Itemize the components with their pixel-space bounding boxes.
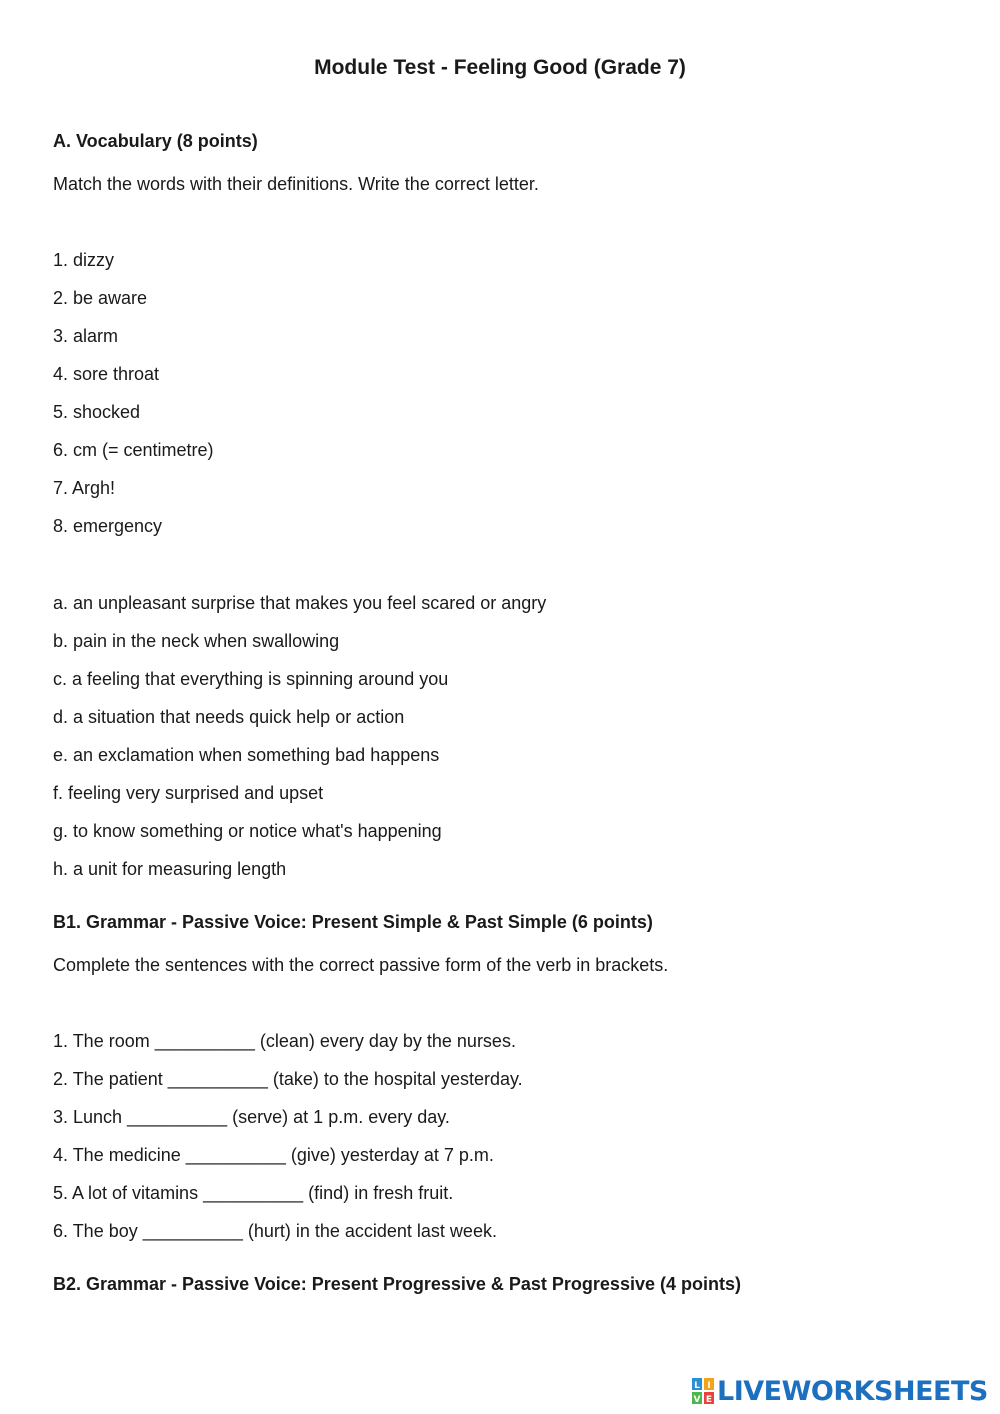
- sentence-item: 2. The patient __________ (take) to the hospital yesterday.: [53, 1069, 523, 1089]
- section-a-instruction: Match the words with their definitions. Write the correct letter.: [53, 174, 539, 194]
- definition-item: h. a unit for measuring length: [53, 859, 287, 879]
- word-item: 5. shocked: [53, 402, 141, 422]
- definition-item: b. pain in the neck when swallowing: [53, 631, 340, 651]
- definition-item: g. to know something or notice what's happening: [53, 821, 442, 841]
- sentence-item: 4. The medicine __________ (give) yesterday at 7 p.m.: [53, 1145, 494, 1165]
- definition-item: e. an exclamation when something bad happens: [53, 745, 440, 765]
- sentence-item: 5. A lot of vitamins __________ (find) in fresh fruit.: [53, 1183, 454, 1203]
- liveworksheets-logo: [692, 1374, 988, 1408]
- word-item: 6. cm (= centimetre): [53, 440, 214, 460]
- sentence-item: 6. The boy __________ (hurt) in the accident last week.: [53, 1221, 497, 1241]
- word-item: 1. dizzy: [53, 250, 115, 270]
- definition-item: d. a situation that needs quick help or action: [53, 707, 405, 727]
- svg-text:I: I: [707, 1381, 711, 1391]
- definition-item: f. feeling very surprised and upset: [53, 783, 324, 803]
- svg-text:E: E: [705, 1395, 713, 1404]
- svg-text:V: V: [693, 1395, 701, 1404]
- liveworksheets-logo-icon: [692, 1378, 714, 1404]
- word-item: 3. alarm: [53, 326, 119, 346]
- section-b1-instruction: Complete the sentences with the correct passive form of the verb in brackets.: [53, 955, 669, 975]
- word-item: 4. sore throat: [53, 364, 160, 384]
- word-item: 8. emergency: [53, 516, 163, 536]
- definition-item: c. a feeling that everything is spinning around you: [53, 669, 449, 689]
- section-b1-heading: B1. Grammar - Passive Voice: Present Simple & Past Simple (6 points): [53, 912, 653, 932]
- page-title: Module Test - Feeling Good (Grade 7): [314, 56, 686, 79]
- section-a-heading: A. Vocabulary (8 points): [53, 131, 258, 151]
- logo-text: LIVEWORKSHEETS: [717, 1375, 988, 1407]
- word-item: 7. Argh!: [53, 478, 116, 498]
- svg-text:L: L: [694, 1381, 700, 1391]
- sentence-item: 1. The room __________ (clean) every day by the nurses.: [53, 1031, 516, 1051]
- word-item: 2. be aware: [53, 288, 148, 308]
- section-b2-heading: B2. Grammar - Passive Voice: Present Progressive & Past Progressive (4 points): [53, 1274, 741, 1294]
- sentence-item: 3. Lunch __________ (serve) at 1 p.m. every day.: [53, 1107, 450, 1127]
- definition-item: a. an unpleasant surprise that makes you feel scared or angry: [53, 593, 547, 613]
